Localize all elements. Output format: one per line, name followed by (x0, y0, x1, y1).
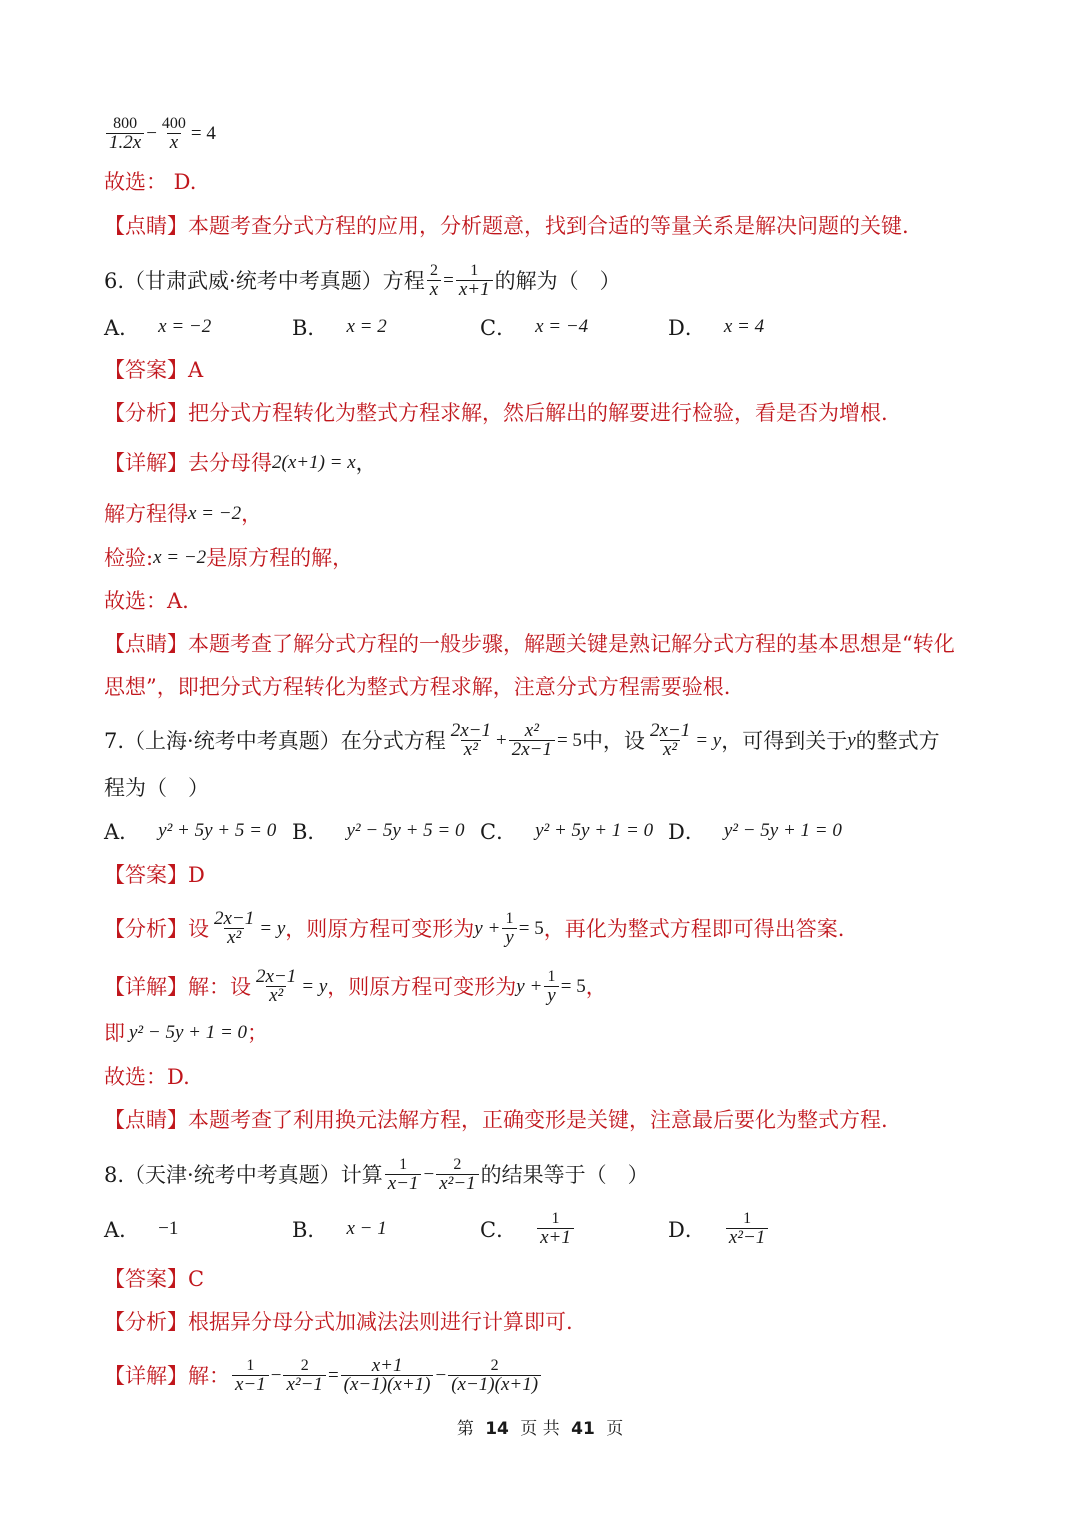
option-a: A． x = −2 (104, 316, 212, 340)
option-a: A． −1 (104, 1218, 179, 1242)
question-7-cont: 程为（ ） (104, 776, 209, 800)
fraction: $\frac{2}{x}$ (427, 262, 441, 299)
fraction: $\frac{1}{x-1}$ (232, 1357, 269, 1394)
analysis-text: 【分析】根据异分母分式加减法法则进行计算即可. (104, 1310, 573, 1334)
detail-text: 【详解】解： $\frac{1}{x-1}$ − $\frac{2}{\text{x²−1}}$ = $\frac{x+1}{(x-1)(x+1)}$ − $\frac{2}{(x-1)(x+1)}$ (104, 1357, 980, 1394)
fraction: $\frac{1}{\text{x²−1}}$ (726, 1210, 768, 1247)
choice-text: 故选：A. (104, 589, 189, 613)
fraction: $\frac{2x-1}{\text{x²}}$ (214, 908, 255, 948)
answer-text: 【答案】C (104, 1267, 205, 1291)
page-number: 14 (485, 1419, 509, 1439)
analysis-text: 【分析】把分式方程转化为整式方程求解，然后解出的解要进行检验，看是否为增根. (104, 401, 888, 425)
fraction: $\frac{800}{1.2x}$ (106, 115, 144, 152)
fraction: $\frac{2}{(x-1)(x+1)}$ (448, 1357, 541, 1394)
question-7: 7.（上海·统考中考真题）在分式方程 $\frac{2x-1}{\text{x²}}$ + $\frac{\text{x²}}{2x-1}$ = 5 中，设 $\frac{2x-1}{\text{x²}}$ = y ，可得到关于 y 的整式方 (104, 720, 940, 760)
dianjing-text: 【点睛】本题考查分式方程的应用，分析题意，找到合适的等量关系是解决问题的关键. (104, 214, 909, 238)
choice-text: 故选：D. (104, 1065, 190, 1089)
solve-text: 解方程得 x = −2 ， (104, 502, 263, 526)
option-d: D． $\frac{1}{\text{x²−1}}$ (668, 1210, 770, 1247)
detail-text: 【详解】解：设 $\frac{2x-1}{\text{x²}}$ = y ，则原方程可变形为 y + $\frac{1}{y}$ = 5 ， (104, 966, 607, 1006)
fraction: $\frac{2x-1}{\text{x²}}$ (649, 720, 691, 760)
page-footer: 第 14 页 共 41 页 (456, 1419, 624, 1439)
choice-text: 故选： D. (104, 170, 197, 194)
option-b: B． x = 2 (292, 316, 387, 340)
option-c: C． y² + 5y + 1 = 0 (480, 820, 654, 844)
check-text: 检验: x = −2 是原方程的解， (104, 546, 354, 570)
dianjing-text: 【点睛】本题考查了利用换元法解方程，正确变形是关键，注意最后要化为整式方程. (104, 1108, 888, 1132)
fraction: $\frac{2}{\text{x²−1}}$ (436, 1156, 478, 1193)
option-c: C． x = −4 (480, 316, 589, 340)
fraction: $\frac{\text{x²}}{2x-1}$ (509, 722, 555, 759)
fraction: $\frac{1}{y}$ (544, 968, 558, 1005)
equation-continued: $\frac{800}{1.2x}$ − $\frac{400}{x}$ = 4 (104, 115, 980, 152)
option-a: A． y² + 5y + 5 = 0 (104, 820, 277, 844)
fraction: $\frac{2}{\text{x²−1}}$ (283, 1357, 325, 1394)
option-b: B． y² − 5y + 5 = 0 (292, 820, 465, 844)
answer-text: 【答案】D (104, 863, 205, 887)
fraction: $\frac{1}{x-1}$ (385, 1156, 422, 1193)
fraction: $\frac{400}{x}$ (161, 115, 186, 153)
fraction: $\frac{2x-1}{\text{x²}}$ (450, 720, 491, 760)
question-8: 8.（天津·统考中考真题）计算 $\frac{1}{x-1}$ − $\frac{2}{\text{x²−1}}$ 的结果等于（ ） (104, 1156, 649, 1194)
dianjing-text-cont: 思想”，即把分式方程转化为整式方程求解，注意分式方程需要验根. (104, 675, 731, 699)
option-d: D． x = 4 (668, 316, 765, 340)
option-d: D． y² − 5y + 1 = 0 (668, 820, 842, 844)
fraction: $\frac{1}{x+1}$ (537, 1210, 574, 1247)
ie-text: 即 y² − 5y + 1 = 0 ； (104, 1021, 269, 1045)
fraction: $\frac{1}{y}$ (502, 910, 516, 947)
question-6: 6.（甘肃武威·统考中考真题）方程 $\frac{2}{x}$ = $\frac{1}{x+1}$ 的解为（ ） (104, 262, 621, 300)
analysis-text: 【分析】设 $\frac{2x-1}{\text{x²}}$ = y ，则原方程可变形为 y + $\frac{1}{y}$ = 5 ，再化为整式方程即可得出答案. (104, 908, 845, 948)
answer-text: 【答案】A (104, 358, 204, 382)
fraction: $\frac{1}{x+1}$ (456, 262, 493, 299)
option-b: B． x − 1 (292, 1218, 387, 1242)
page-total: 41 (571, 1419, 595, 1439)
option-c: C． $\frac{1}{x+1}$ (480, 1210, 576, 1247)
dianjing-text: 【点睛】本题考查了解分式方程的一般步骤，解题关键是熟记解分式方程的基本思想是“转化 (104, 632, 955, 656)
fraction: $\frac{x+1}{(x-1)(x+1)}$ (341, 1357, 434, 1394)
fraction: $\frac{2x-1}{\text{x²}}$ (256, 966, 297, 1006)
detail-text: 【详解】去分母得 2(x+1) = x ， (104, 451, 377, 475)
